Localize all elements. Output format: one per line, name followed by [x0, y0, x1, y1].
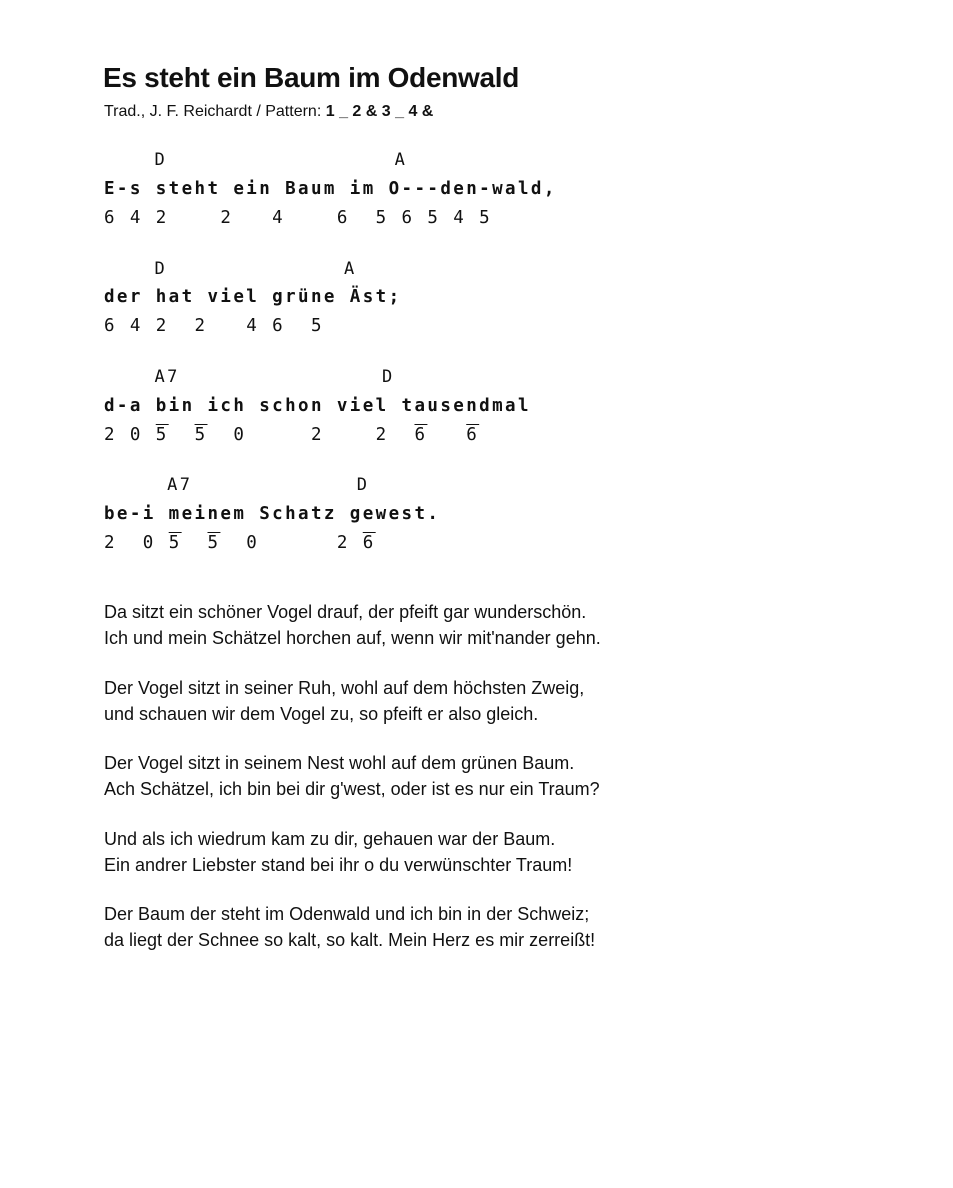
draw-note: 5: [207, 533, 221, 553]
verse-6: [104, 901, 595, 953]
verse-line: da liegt der Schnee so kalt, so kalt. Mein Herz es mir zerreißt!: [104, 930, 596, 950]
verse-line: Der Vogel sitzt in seinem Nest wohl auf dem grünen Baum.: [104, 753, 575, 773]
blow-notes: 0 2 2: [207, 425, 415, 445]
lyric-line-4: be-i meinem Schatz gewest.: [104, 504, 441, 524]
verse-line: Ach Schätzel, ich bin bei dir g'west, oder ist es nur ein Traum?: [104, 779, 600, 799]
credit-text: Trad., J. F. Reichardt / Pattern:: [104, 103, 326, 120]
chord-line-1: D A: [104, 150, 408, 170]
chord-line-2: D A: [104, 259, 357, 279]
blow-notes: 6 4 2 2 4 6 5: [104, 316, 324, 336]
song-title: Es steht ein Baum im Odenwald: [103, 62, 520, 93]
chord-line-4: A7 D: [104, 475, 370, 495]
harp-notes-line-2: [104, 314, 324, 338]
strum-pattern: 1 _ 2 & 3 _ 4 &: [325, 103, 434, 120]
blow-notes: [182, 533, 208, 553]
verse-3: [104, 675, 584, 727]
blow-notes: [169, 425, 195, 445]
draw-note: 5: [168, 533, 182, 553]
blow-notes: [427, 425, 466, 445]
draw-note: 6: [466, 425, 480, 445]
blow-notes: 6 4 2 2 4 6 5 6 5 4 5: [104, 208, 493, 228]
harp-notes-line-4: [104, 531, 376, 555]
verse-line: Ich und mein Schätzel horchen auf, wenn wir mit'nander gehn.: [104, 628, 601, 648]
draw-note: 6: [414, 425, 428, 445]
draw-note: 6: [362, 533, 376, 553]
verse-line: Der Baum der steht im Odenwald und ich bin in der Schweiz;: [104, 904, 590, 924]
verse-4: [104, 750, 600, 802]
lyric-line-3: d-a bin ich schon viel tausendmal: [104, 396, 531, 416]
blow-notes: 2 0: [104, 425, 156, 445]
chord-line-3: A7 D: [104, 367, 395, 387]
verse-5: [104, 826, 572, 878]
verse-2: [104, 599, 601, 651]
song-subtitle: [104, 101, 433, 123]
verse-line: Da sitzt ein schöner Vogel drauf, der pfeift gar wunderschön.: [104, 602, 587, 622]
verse-line: Und als ich wiedrum kam zu dir, gehauen war der Baum.: [104, 829, 556, 849]
blow-notes: 2 0: [104, 533, 169, 553]
draw-note: 5: [194, 425, 208, 445]
harp-notes-line-1: [104, 206, 492, 230]
blow-notes: 0 2: [220, 533, 363, 553]
verse-line: Der Vogel sitzt in seiner Ruh, wohl auf dem höchsten Zweig,: [104, 678, 585, 698]
verse-line: Ein andrer Liebster stand bei ihr o du verwünschter Traum!: [104, 855, 573, 875]
draw-note: 5: [155, 425, 169, 445]
lyric-line-2: der hat viel grüne Äst;: [104, 287, 402, 307]
lyric-line-1: E-s steht ein Baum im O---den-wald,: [104, 179, 557, 199]
verse-line: und schauen wir dem Vogel zu, so pfeift er also gleich.: [104, 704, 539, 724]
harp-notes-line-3: [104, 423, 479, 447]
